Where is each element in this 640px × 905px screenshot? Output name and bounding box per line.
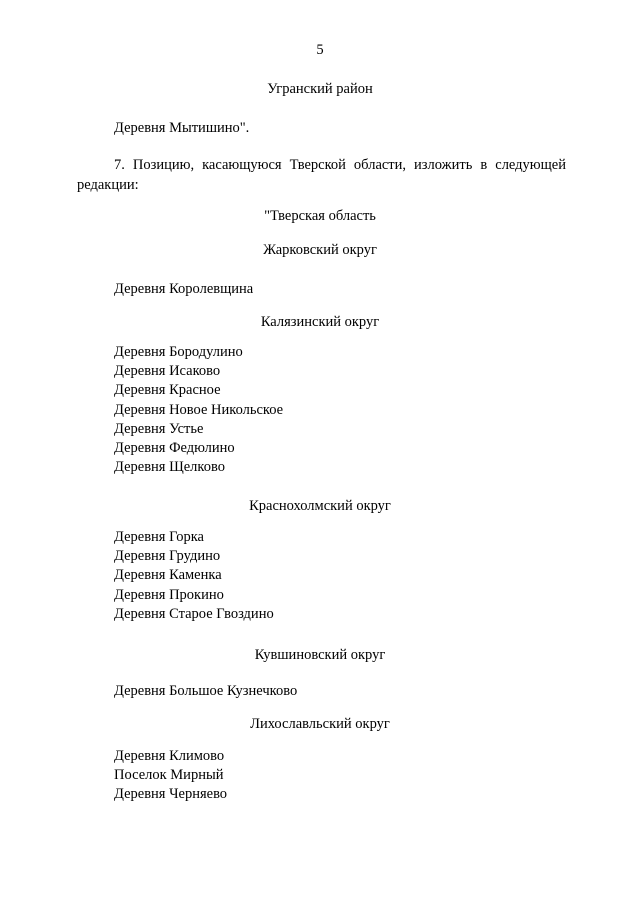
- paragraph-7-line1: 7. Позицию, касающуюся Тверской области, изложить в следующей: [114, 157, 566, 173]
- list-item: Деревня Королевщина: [114, 281, 254, 297]
- list-item: Поселок Мирный: [114, 767, 224, 784]
- district-list: [114, 280, 253, 299]
- region-title: "Тверская область: [264, 208, 376, 224]
- list-item: Деревня Новое Никольское: [114, 401, 284, 418]
- intro-entry: Деревня Мытишино".: [114, 120, 250, 136]
- district-list: [114, 747, 227, 805]
- page-number: 5: [316, 42, 324, 58]
- list-item: Деревня Климово: [114, 748, 225, 764]
- list-item: Деревня Грудино: [114, 548, 221, 565]
- district-heading: Калязинский округ: [260, 314, 380, 330]
- district-heading: Краснохолмский округ: [249, 498, 391, 514]
- list-item: Деревня Прокино: [114, 586, 224, 603]
- list-item: Деревня Черняево: [114, 786, 228, 803]
- section-heading-ugransky: Угранский район: [267, 81, 373, 97]
- district-heading: Кувшиновский округ: [254, 647, 386, 663]
- district-list: [114, 682, 297, 701]
- list-item: Деревня Старое Гвоздино: [114, 605, 274, 622]
- district-list: [114, 343, 283, 477]
- district-heading: Лихославльский округ: [250, 716, 390, 732]
- list-item: Деревня Исаково: [114, 363, 221, 380]
- list-item: Деревня Большое Кузнечково: [114, 683, 298, 699]
- list-item: Деревня Каменка: [114, 567, 222, 584]
- list-item: Деревня Бородулино: [114, 344, 243, 360]
- list-item: Деревня Щелково: [114, 459, 225, 476]
- list-item: Деревня Федюлино: [114, 440, 235, 457]
- list-item: Деревня Красное: [114, 382, 221, 399]
- district-heading: Жарковский округ: [263, 242, 377, 258]
- district-list: [114, 528, 274, 624]
- list-item: Деревня Устье: [114, 420, 204, 437]
- list-item: Деревня Горка: [114, 529, 204, 545]
- paragraph-7-line2: редакции:: [77, 177, 139, 193]
